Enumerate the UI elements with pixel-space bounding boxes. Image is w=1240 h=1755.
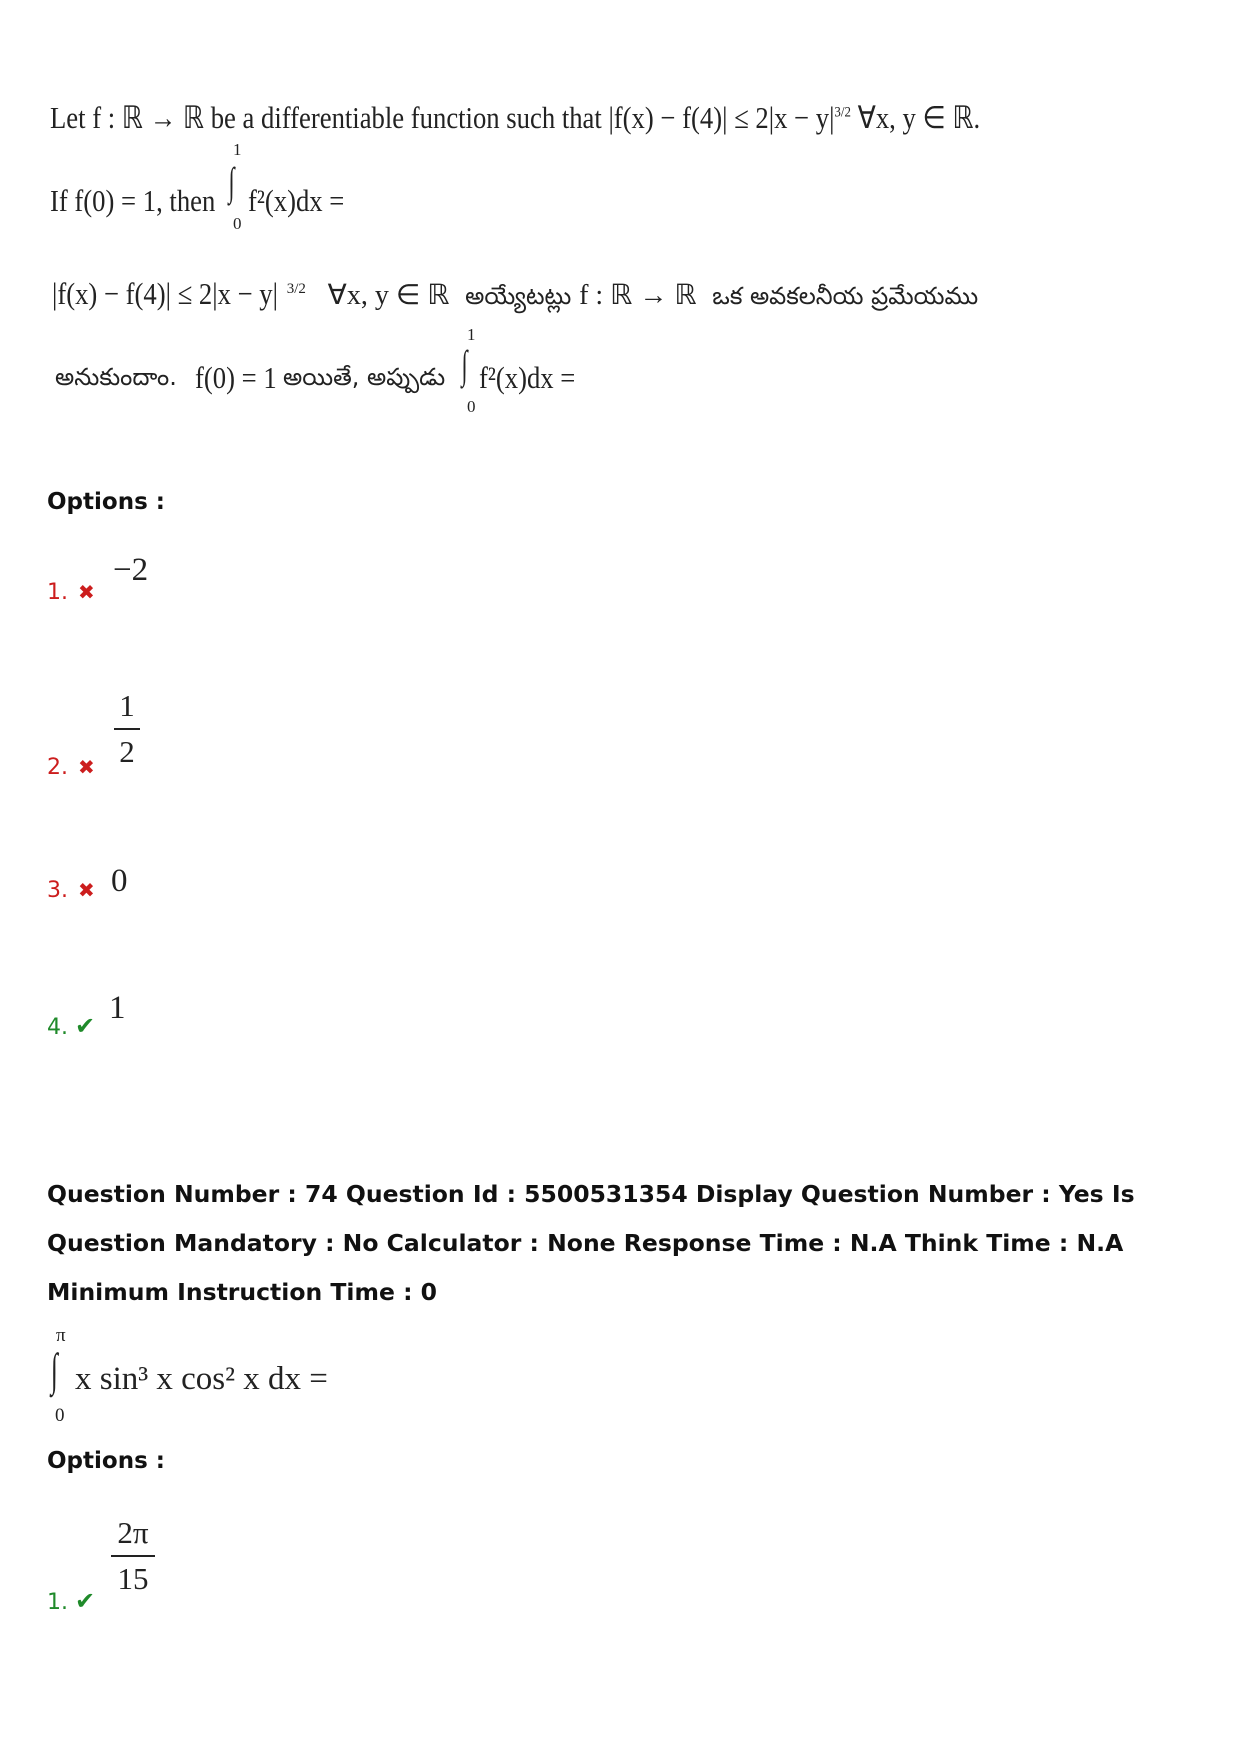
integral-sign-icon: ∫ — [50, 1344, 58, 1395]
fraction-denominator: 15 — [117, 1561, 149, 1596]
q74-integrand: x sin³ x cos² x dx = — [75, 1361, 328, 1397]
integral-upper-limit: 1 — [233, 140, 242, 159]
q73-tel1-map: f : ℝ → ℝ — [579, 280, 697, 311]
integral-lower-limit: 0 — [233, 214, 242, 233]
option-number: 1. — [47, 580, 68, 605]
q73-tel1-exponent: 3/2 — [286, 280, 306, 297]
q73-tel1-quantifier: ∀x, y ∈ ℝ — [327, 280, 450, 311]
options-heading: Options : — [47, 1448, 165, 1474]
option-fraction[interactable] — [111, 1515, 155, 1597]
fraction-bar — [114, 728, 140, 730]
q73-tel2-telugu-a: అనుకుందాం. — [55, 363, 177, 391]
q73-tel2-integrand: f²(x)dx = — [479, 360, 576, 395]
q73-line2-prefix: If f(0) = 1, then — [50, 183, 216, 218]
check-mark-icon: ✔ — [75, 1012, 96, 1040]
integral-upper-limit: 1 — [467, 325, 476, 344]
q73-line1-text: Let f : ℝ → ℝ be a differentiable function such that |f(x) − f(4)| ≤ 2|x − y| — [50, 100, 835, 135]
fraction-bar — [111, 1555, 155, 1557]
integral-lower-limit: 0 — [467, 397, 476, 416]
option-value[interactable]: 0 — [111, 863, 128, 899]
check-mark-icon: ✔ — [75, 1587, 96, 1615]
q73-tel2-telugu-b: అయితే, అప్పుడు — [283, 363, 446, 391]
q73-tel2-math: f(0) = 1 — [195, 360, 277, 395]
q73-telugu-line2 — [55, 325, 615, 425]
question-meta: Question Number : 74 Question Id : 5500531354 Display Question Number : Yes Is Question Mandatory : No Calculator : None Response Time : N.A Think Time : N.A Minimum Instruction Time : 0 — [47, 1180, 1135, 1306]
q73-line1-exponent: 3/2 — [834, 104, 851, 121]
integral-upper-limit: π — [56, 1325, 66, 1346]
q73-line1 — [50, 100, 980, 136]
q74-stem — [50, 1325, 450, 1435]
option-number: 4. — [47, 1015, 68, 1040]
q73-line2-integrand: f²(x)dx = — [248, 183, 345, 218]
cross-mark-icon: ✖ — [78, 580, 95, 604]
q73-tel1-telugu-a: అయ్యేటట్లు — [465, 282, 572, 310]
option-value[interactable]: −2 — [113, 552, 149, 588]
integral-lower-limit: 0 — [55, 1405, 65, 1426]
q73-telugu-line1 — [52, 276, 978, 316]
cross-mark-icon: ✖ — [78, 755, 95, 779]
option-number: 2. — [47, 755, 68, 780]
integral-sign-icon: ∫ — [228, 159, 235, 204]
options-heading: Options : — [47, 489, 165, 515]
option-fraction[interactable] — [114, 688, 140, 770]
fraction-numerator: 2π — [117, 1515, 149, 1550]
fraction-denominator: 2 — [119, 734, 135, 769]
cross-mark-icon: ✖ — [78, 878, 95, 902]
q73-tel1-math: |f(x) − f(4)| ≤ 2|x − y| — [52, 276, 278, 311]
option-number: 1. — [47, 1590, 68, 1615]
option-value[interactable]: 1 — [109, 990, 126, 1026]
integral-sign-icon: ∫ — [461, 342, 468, 387]
fraction-numerator: 1 — [119, 688, 135, 723]
q73-line2 — [50, 140, 450, 240]
q73-tel1-telugu-b: ఒక అవకలనీయ ప్రమేయము — [712, 282, 979, 310]
option-number: 3. — [47, 878, 68, 903]
q73-line1-tail: ∀x, y ∈ ℝ. — [857, 100, 981, 135]
